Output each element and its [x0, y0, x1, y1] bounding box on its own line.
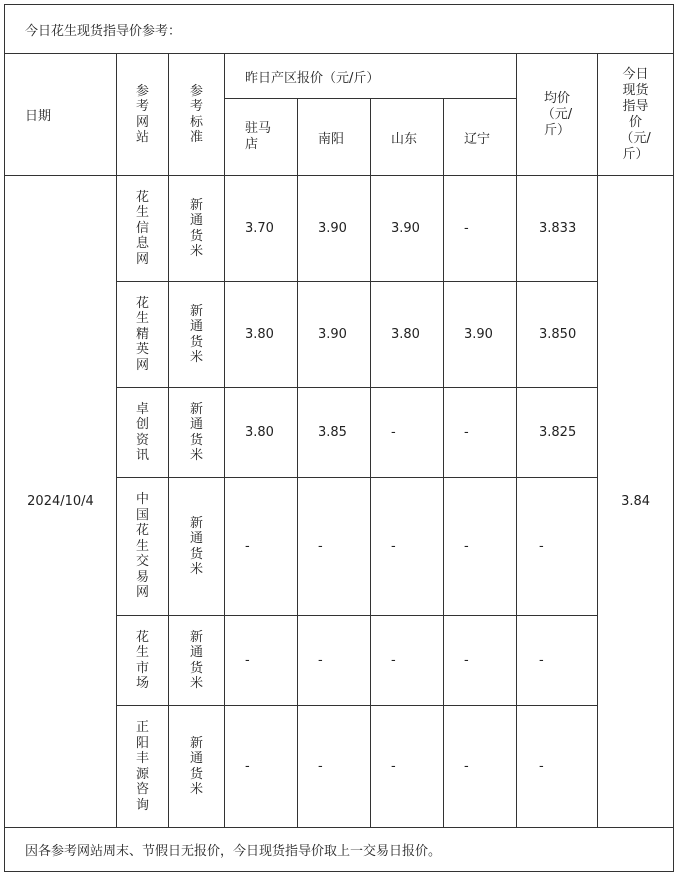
- price-nanyang: 3.90: [298, 176, 371, 282]
- price-nanyang: -: [298, 478, 371, 616]
- standard-cell: [169, 478, 225, 616]
- price-nanyang: -: [298, 616, 371, 706]
- header-yesterday-prices: 昨日产区报价（元/斤）: [225, 54, 517, 99]
- header-guide: [598, 54, 674, 176]
- price-liaoning: -: [444, 706, 517, 828]
- price-liaoning: -: [444, 388, 517, 478]
- header-date: 日期: [5, 54, 117, 176]
- price-nanyang: 3.90: [298, 282, 371, 388]
- price-zhumadian: 3.80: [225, 282, 298, 388]
- site-name: 花生信息网: [136, 189, 150, 267]
- standard-name: 新通货米: [190, 197, 204, 259]
- price-shandong: 3.90: [371, 176, 444, 282]
- price-shandong: -: [371, 706, 444, 828]
- header-standard: [169, 54, 225, 176]
- site-name: 正阳丰源咨询: [136, 720, 150, 813]
- site-cell: [117, 176, 169, 282]
- site-cell: [117, 478, 169, 616]
- site-cell: [117, 282, 169, 388]
- price-liaoning: -: [444, 478, 517, 616]
- price-nanyang: -: [298, 706, 371, 828]
- header-avg-label: 均价（元/斤）: [541, 90, 573, 138]
- header-site: [117, 54, 169, 176]
- header-region-nanyang: 南阳: [298, 99, 371, 176]
- price-liaoning: -: [444, 616, 517, 706]
- header-region-label: 驻马店: [245, 121, 272, 152]
- avg-price: 3.850: [517, 282, 598, 388]
- price-zhumadian: 3.70: [225, 176, 298, 282]
- price-guide-table: [4, 4, 674, 872]
- standard-cell: [169, 616, 225, 706]
- header-site-label: 参考网站: [136, 83, 150, 145]
- standard-cell: [169, 388, 225, 478]
- header-avg: [517, 54, 598, 176]
- avg-price: -: [517, 616, 598, 706]
- site-cell: [117, 616, 169, 706]
- header-standard-label: 参考标准: [190, 83, 204, 145]
- standard-cell: [169, 176, 225, 282]
- header-guide-label: 今日现货指导价（元/斤）: [620, 66, 651, 162]
- header-region-zhumadian: [225, 99, 298, 176]
- guide-price-cell: 3.84: [598, 176, 674, 828]
- site-cell: [117, 706, 169, 828]
- standard-cell: [169, 282, 225, 388]
- standard-name: 新通货米: [190, 303, 204, 365]
- price-zhumadian: -: [225, 478, 298, 616]
- price-zhumadian: 3.80: [225, 388, 298, 478]
- price-liaoning: -: [444, 176, 517, 282]
- site-name: 花生精英网: [136, 295, 150, 373]
- header-region-shandong: 山东: [371, 99, 444, 176]
- site-cell: [117, 388, 169, 478]
- price-shandong: 3.80: [371, 282, 444, 388]
- table-row: [5, 176, 674, 282]
- standard-name: 新通货米: [190, 629, 204, 691]
- title-row: [5, 5, 674, 54]
- avg-price: -: [517, 478, 598, 616]
- table-note: 因各参考网站周末、节假日无报价，今日现货指导价取上一交易日报价。: [5, 828, 674, 872]
- price-shandong: -: [371, 388, 444, 478]
- price-shandong: -: [371, 478, 444, 616]
- standard-cell: [169, 706, 225, 828]
- price-zhumadian: -: [225, 616, 298, 706]
- header-region-liaoning: 辽宁: [444, 99, 517, 176]
- date-cell: 2024/10/4: [5, 176, 117, 828]
- standard-name: 新通货米: [190, 515, 204, 577]
- site-name: 中国花生交易网: [136, 492, 150, 601]
- price-shandong: -: [371, 616, 444, 706]
- price-table-container: [4, 4, 673, 872]
- site-name: 花生市场: [136, 629, 150, 691]
- note-row: [5, 828, 674, 872]
- standard-name: 新通货米: [190, 401, 204, 463]
- standard-name: 新通货米: [190, 735, 204, 797]
- price-nanyang: 3.85: [298, 388, 371, 478]
- site-name: 卓创资讯: [136, 401, 150, 463]
- table-title: 今日花生现货指导价参考：: [5, 5, 674, 54]
- avg-price: 3.825: [517, 388, 598, 478]
- header-row-1: [5, 54, 674, 99]
- avg-price: -: [517, 706, 598, 828]
- avg-price: 3.833: [517, 176, 598, 282]
- price-liaoning: 3.90: [444, 282, 517, 388]
- price-zhumadian: -: [225, 706, 298, 828]
